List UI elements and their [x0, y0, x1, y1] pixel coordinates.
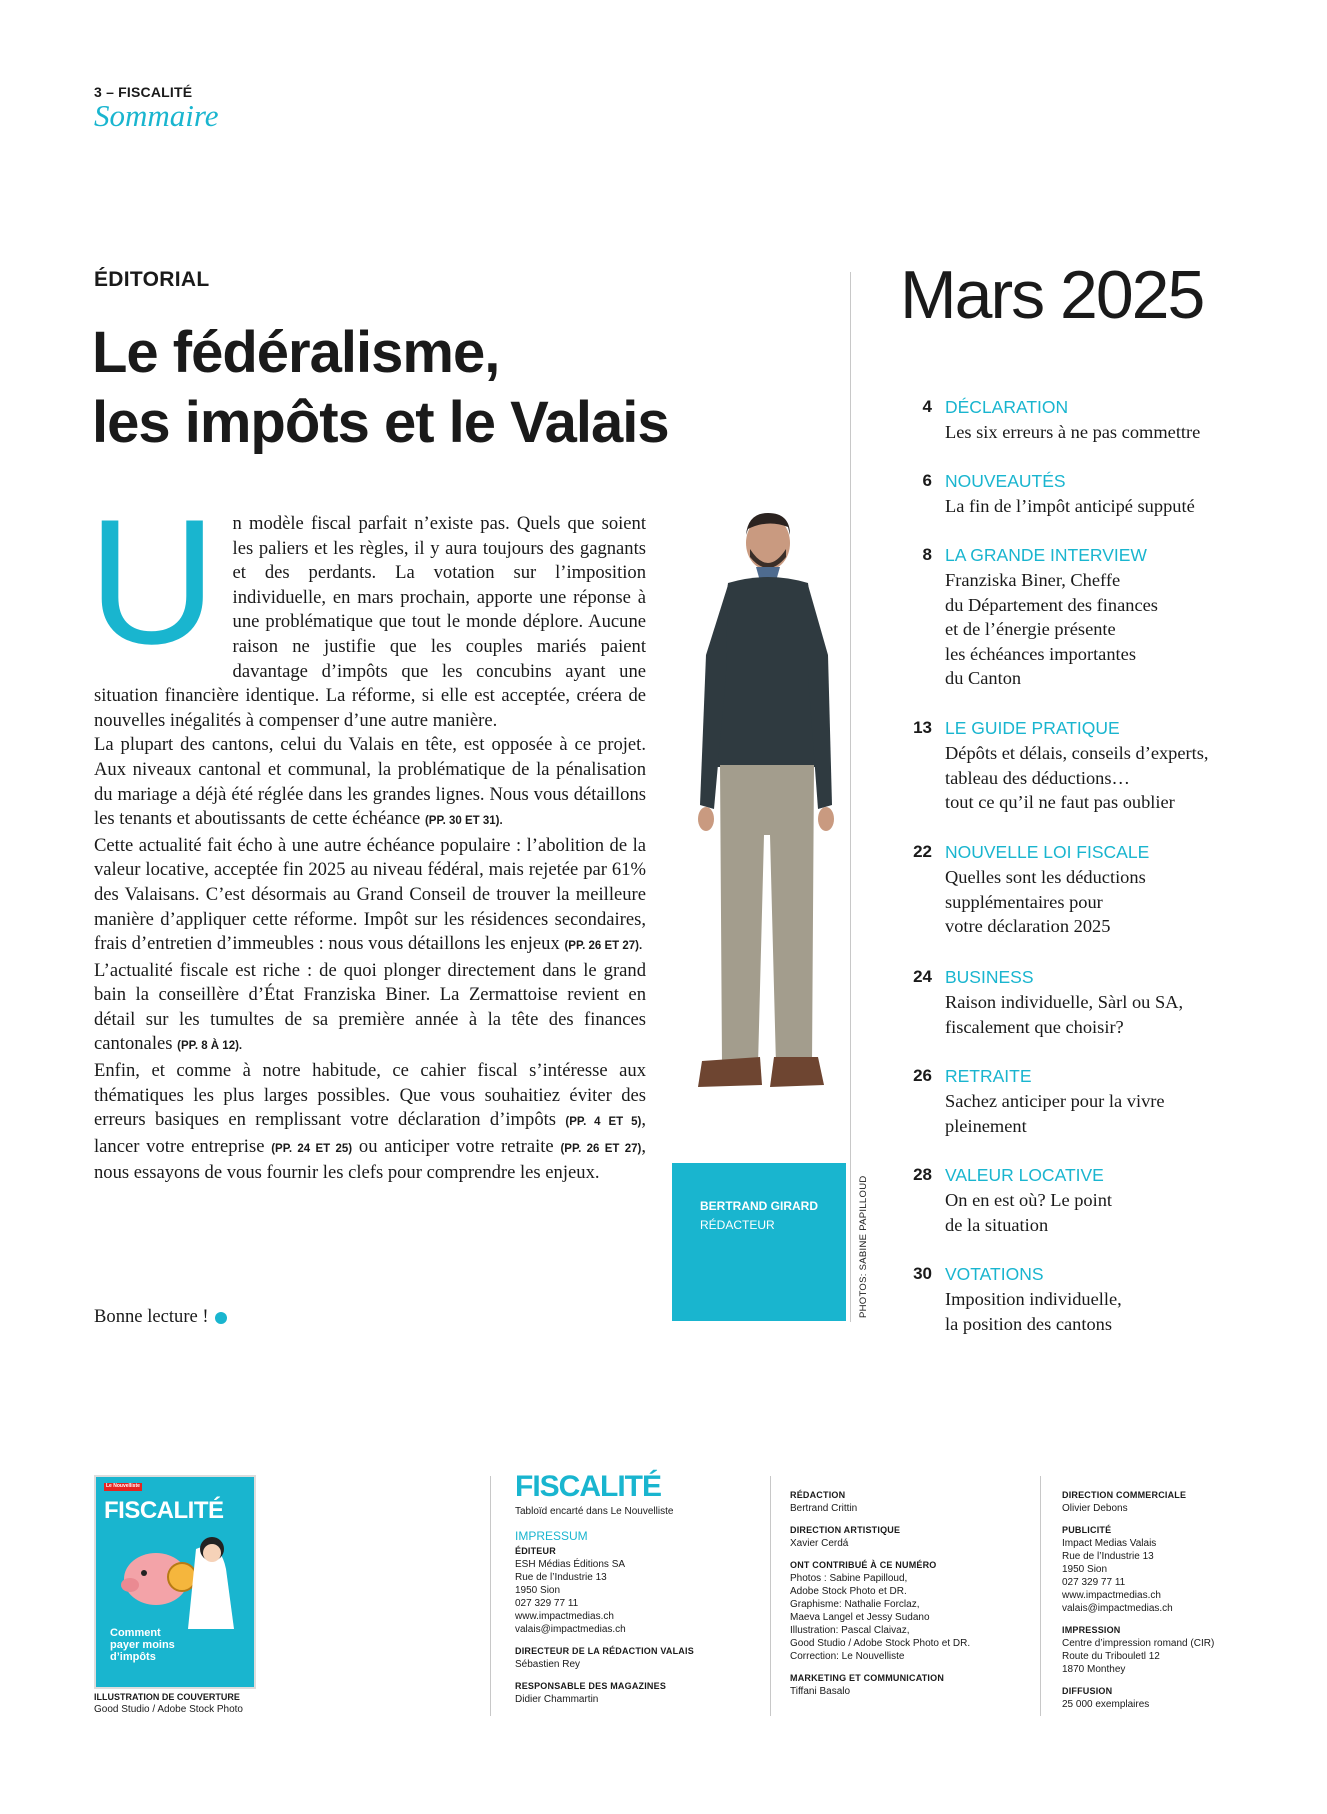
editorial-headline — [92, 318, 792, 458]
column-divider — [850, 272, 851, 1322]
toc-description-line: pleinement — [945, 1115, 1027, 1136]
toc-description-line: la position des cantons — [945, 1313, 1113, 1334]
impressum-line: Tiffani Basalo — [790, 1686, 851, 1697]
toc-description — [945, 990, 1275, 1039]
impressum-heading: IMPRESSION — [1062, 1625, 1121, 1635]
toc-description-line: tout ce qu’il ne faut pas oublier — [945, 792, 1175, 813]
toc-category: VOTATIONS — [945, 1264, 1044, 1284]
impressum-line: Correction: Le Nouvelliste — [790, 1651, 905, 1662]
toc-category: DÉCLARATION — [945, 397, 1069, 417]
impressum-line: Xavier Cerdá — [790, 1538, 849, 1549]
paragraph-5-text-c: ou anticiper votre retraite — [358, 1135, 554, 1157]
toc-description-line: de la situation — [945, 1214, 1049, 1235]
impressum-heading: DIRECTION ARTISTIQUE — [790, 1525, 901, 1535]
paragraph-3 — [94, 834, 646, 959]
toc-page-number: 13 — [913, 718, 932, 737]
footer-divider — [770, 1476, 771, 1716]
impressum-block — [790, 1559, 970, 1663]
author-box — [672, 1163, 846, 1321]
paragraph-3-text: Cette actualité fait écho à une autre échéance populaire : l’abolition de la valeur locative, acceptée fin 2025 au niveau fédéral, mais rejetée par 61% des Valaisans. C’est désormais au Grand Conseil de trouver la meilleure manière d’appliquer cette réforme. Impôt sur les résidences secondaires, frais d’entretien d’immeubles : nous vous détaillons les enjeux — [94, 834, 646, 955]
cover-brand: Le Nouvelliste — [106, 1483, 140, 1489]
toc-description — [945, 1188, 1275, 1237]
cover-credit-label: ILLUSTRATION DE COUVERTURE — [94, 1692, 240, 1702]
toc-description-line: La fin de l’impôt anticipé supputé — [945, 496, 1195, 516]
toc-description — [945, 1287, 1275, 1336]
impressum-label: IMPRESSUM — [515, 1529, 588, 1543]
paragraph-5-text-d: , nous essayons de vous fournir les clefs pour comprendre les enjeux. — [94, 1135, 647, 1184]
impressum-block — [790, 1672, 970, 1698]
toc-page-number: 8 — [922, 545, 932, 564]
end-dot-icon — [215, 1312, 227, 1324]
toc-description-line: supplémentaires pour — [945, 891, 1103, 912]
section-label: 3 – FISCALITÉ — [94, 84, 193, 100]
editorial-kicker: ÉDITORIAL — [94, 268, 210, 291]
cover-thumbnail — [94, 1475, 256, 1689]
editorial-body — [88, 482, 647, 1186]
impressum-heading: RESPONSABLE DES MAGAZINES — [515, 1681, 667, 1691]
paragraph-2-text: La plupart des cantons, celui du Valais en tête, est opposée à ce projet. Aux niveaux cantonal et communal, la problématique de la pénalisation du mariage a déjà été réglée dans les grandes lignes. Nous vous détaillons les tenants et aboutissants de cette échéance — [94, 734, 646, 830]
impressum-line: Adobe Stock Photo et DR. — [790, 1586, 907, 1597]
impressum-line: Bertrand Crittin — [790, 1503, 858, 1514]
toc-description-line: Quelles sont les déductions — [945, 867, 1146, 887]
impressum-line: 25 000 exemplaires — [1062, 1699, 1150, 1710]
impressum-line: Sébastien Rey — [515, 1659, 581, 1670]
impressum-line: 1870 Monthey — [1062, 1664, 1126, 1675]
page-reference: (PP. 8 À 12). — [177, 1040, 243, 1053]
impressum-block — [1062, 1489, 1214, 1515]
toc-description-line: On en est où? Le point — [945, 1190, 1113, 1210]
toc-category: VALEUR LOCATIVE — [945, 1165, 1104, 1185]
paragraph-4 — [94, 959, 646, 1059]
toc-page-number: 26 — [913, 1066, 932, 1085]
signoff — [94, 1306, 227, 1328]
toc-category: RETRAITE — [945, 1066, 1032, 1086]
impressum-line: valais@impactmedias.ch — [1062, 1603, 1173, 1614]
paragraph-5-text-a: Enfin, et comme à notre habitude, ce cahier fiscal s’intéresse aux thématiques les plus larges possibles. Que vous souhaitiez éviter des erreurs basiques en remplissant votre déclaration d’impôts — [94, 1060, 646, 1131]
toc-description-line: Raison individuelle, Sàrl ou SA, — [945, 992, 1184, 1012]
impressum-column-1 — [515, 1530, 694, 1715]
toc-description-line: du Canton — [945, 668, 1022, 689]
impressum-line: Rue de l’Industrie 13 — [515, 1572, 607, 1583]
impressum-line: 027 329 77 11 — [515, 1598, 579, 1609]
impressum-line: 1950 Sion — [1062, 1564, 1108, 1575]
toc-description — [945, 494, 1275, 519]
page-reference: (PP. 30 ET 31). — [424, 815, 503, 828]
toc-category: LA GRANDE INTERVIEW — [945, 545, 1147, 565]
cover-credit-value: Good Studio / Adobe Stock Photo — [94, 1704, 243, 1715]
impressum-block — [1062, 1685, 1214, 1711]
magazine-name: FISCALITÉ — [515, 1470, 661, 1503]
toc-page-number: 28 — [913, 1165, 932, 1184]
paragraph-1-text: n modèle fiscal parfait n’existe pas. Quels que soient les paliers et les règles, il y aura toujours des gagnants et des perdants. La votation sur l’imposition individuelle, en mars prochain, apporte une réponse à une problématique que tout le monde déplore. Aucune raison ne justifie que les couples mariés paient davantage d’impôts que les concubins ayant une situation financière identique. La réforme, si elle est acceptée, créera de nouvelles inégalités à compenser d’une autre manière. — [94, 513, 646, 731]
impressum-line: 1950 Sion — [515, 1585, 561, 1596]
impressum-heading: DIFFUSION — [1062, 1686, 1113, 1696]
toc-page-number: 24 — [913, 967, 932, 986]
toc-description-line: du Département des finances — [945, 594, 1158, 615]
toc-description-line: Imposition individuelle, — [945, 1289, 1122, 1309]
photo-credit: PHOTOS: SABINE PAPILLOUD — [858, 1175, 869, 1318]
impressum-block — [515, 1680, 694, 1706]
impressum-line: Impact Medias Valais — [1062, 1538, 1157, 1549]
toc-description — [945, 741, 1275, 815]
toc-description-line: fiscalement que choisir? — [945, 1016, 1124, 1037]
issue-date: Mars 2025 — [900, 257, 1204, 333]
toc-description — [945, 568, 1275, 691]
impressum-line: ESH Médias Éditions SA — [515, 1559, 626, 1570]
impressum-heading: RÉDACTION — [790, 1490, 846, 1500]
impressum-column-2 — [790, 1489, 970, 1707]
toc-page-number: 22 — [913, 842, 932, 861]
toc-description-line: les échéances importantes — [945, 643, 1136, 664]
impressum-line: Rue de l’Industrie 13 — [1062, 1551, 1154, 1562]
headline-line-2: les impôts et le Valais — [92, 390, 669, 455]
paragraph-2 — [94, 733, 646, 833]
impressum-line: Didier Chammartin — [515, 1694, 599, 1705]
section-title: Sommaire — [94, 98, 219, 133]
cover-illustration — [116, 1529, 246, 1629]
headline-line-1: Le fédéralisme, — [92, 320, 500, 385]
paragraph-5 — [94, 1059, 646, 1186]
author-portrait — [672, 505, 846, 1175]
impressum-heading: PUBLICITÉ — [1062, 1525, 1112, 1535]
impressum-block — [790, 1524, 970, 1550]
page-reference: (PP. 4 ET 5) — [565, 1116, 642, 1129]
toc-category: LE GUIDE PRATIQUE — [945, 718, 1120, 738]
toc-page-number: 6 — [922, 471, 932, 490]
toc-page-number: 4 — [922, 397, 932, 416]
toc-description-line: tableau des déductions… — [945, 767, 1130, 788]
impressum-line: Olivier Debons — [1062, 1503, 1128, 1514]
author-name: BERTRAND GIRARD — [700, 1199, 818, 1213]
impressum-block — [790, 1489, 970, 1515]
footer-divider — [1040, 1476, 1041, 1716]
page-reference: (PP. 26 ET 27). — [564, 940, 643, 953]
toc-description-line: Les six erreurs à ne pas commettre — [945, 422, 1201, 442]
cover-title: FISCALITÉ — [104, 1497, 224, 1524]
impressum-heading: DIRECTEUR DE LA RÉDACTION VALAIS — [515, 1646, 694, 1656]
impressum-block — [515, 1545, 694, 1636]
drop-cap: U — [88, 482, 217, 681]
toc-page-number: 30 — [913, 1264, 932, 1283]
impressum-heading: ÉDITEUR — [515, 1546, 556, 1556]
impressum-line: Route du Tribouletl 12 — [1062, 1651, 1160, 1662]
impressum-line: www.impactmedias.ch — [515, 1611, 614, 1622]
impressum-line: Graphisme: Nathalie Forclaz, — [790, 1599, 920, 1610]
toc-description-line: Sachez anticiper pour la vivre — [945, 1091, 1165, 1111]
impressum-heading: DIRECTION COMMERCIALE — [1062, 1490, 1187, 1500]
impressum-heading: ONT CONTRIBUÉ À CE NUMÉRO — [790, 1560, 937, 1570]
impressum-column-3 — [1062, 1489, 1214, 1720]
impressum-line: valais@impactmedias.ch — [515, 1624, 626, 1635]
impressum-block — [1062, 1524, 1214, 1615]
impressum-line: 027 329 77 11 — [1062, 1577, 1126, 1588]
author-role: RÉDACTEUR — [700, 1218, 775, 1232]
impressum-line: www.impactmedias.ch — [1062, 1590, 1161, 1601]
magazine-tagline: Tabloïd encarté dans Le Nouvelliste — [515, 1506, 674, 1517]
footer-divider — [490, 1476, 491, 1716]
impressum-block — [515, 1645, 694, 1671]
paragraph-4-text: L’actualité fiscale est riche : de quoi plonger directement dans le grand bain la conseillère d’État Franziska Biner. La Zermattoise revient en détail sur les tumultes de sa première année à la tête des finances cantonales — [94, 959, 646, 1055]
cover-caption: Comment payer moins d’impôts — [110, 1627, 175, 1663]
toc-description-line: Franziska Biner, Cheffe — [945, 570, 1121, 590]
toc-description — [945, 865, 1275, 939]
impressum-line: Maeva Langel et Jessy Sudano — [790, 1612, 930, 1623]
paragraph-1 — [88, 482, 646, 733]
impressum-heading: MARKETING ET COMMUNICATION — [790, 1673, 945, 1683]
impressum-block — [1062, 1624, 1214, 1676]
toc-category: NOUVELLE LOI FISCALE — [945, 842, 1150, 862]
impressum-line: Centre d’impression romand (CIR) — [1062, 1638, 1215, 1649]
signoff-text: Bonne lecture ! — [94, 1306, 209, 1327]
page-reference: (PP. 24 ET 25) — [271, 1142, 353, 1155]
impressum-line: Illustration: Pascal Claivaz, — [790, 1625, 910, 1636]
toc-description-line: et de l’énergie présente — [945, 619, 1116, 640]
toc-description — [945, 1089, 1275, 1138]
toc-description-line: Dépôts et délais, conseils d’experts, — [945, 743, 1209, 763]
toc-category: NOUVEAUTÉS — [945, 471, 1066, 491]
impressum-line: Photos : Sabine Papilloud, — [790, 1573, 908, 1584]
paragraph-5-text-b: , lancer votre entreprise — [94, 1109, 646, 1157]
toc-description-line: votre déclaration 2025 — [945, 916, 1111, 937]
toc-category: BUSINESS — [945, 967, 1034, 987]
page-reference: (PP. 26 ET 27) — [560, 1142, 642, 1155]
toc-description — [945, 420, 1275, 445]
impressum-line: Good Studio / Adobe Stock Photo et DR. — [790, 1638, 971, 1649]
